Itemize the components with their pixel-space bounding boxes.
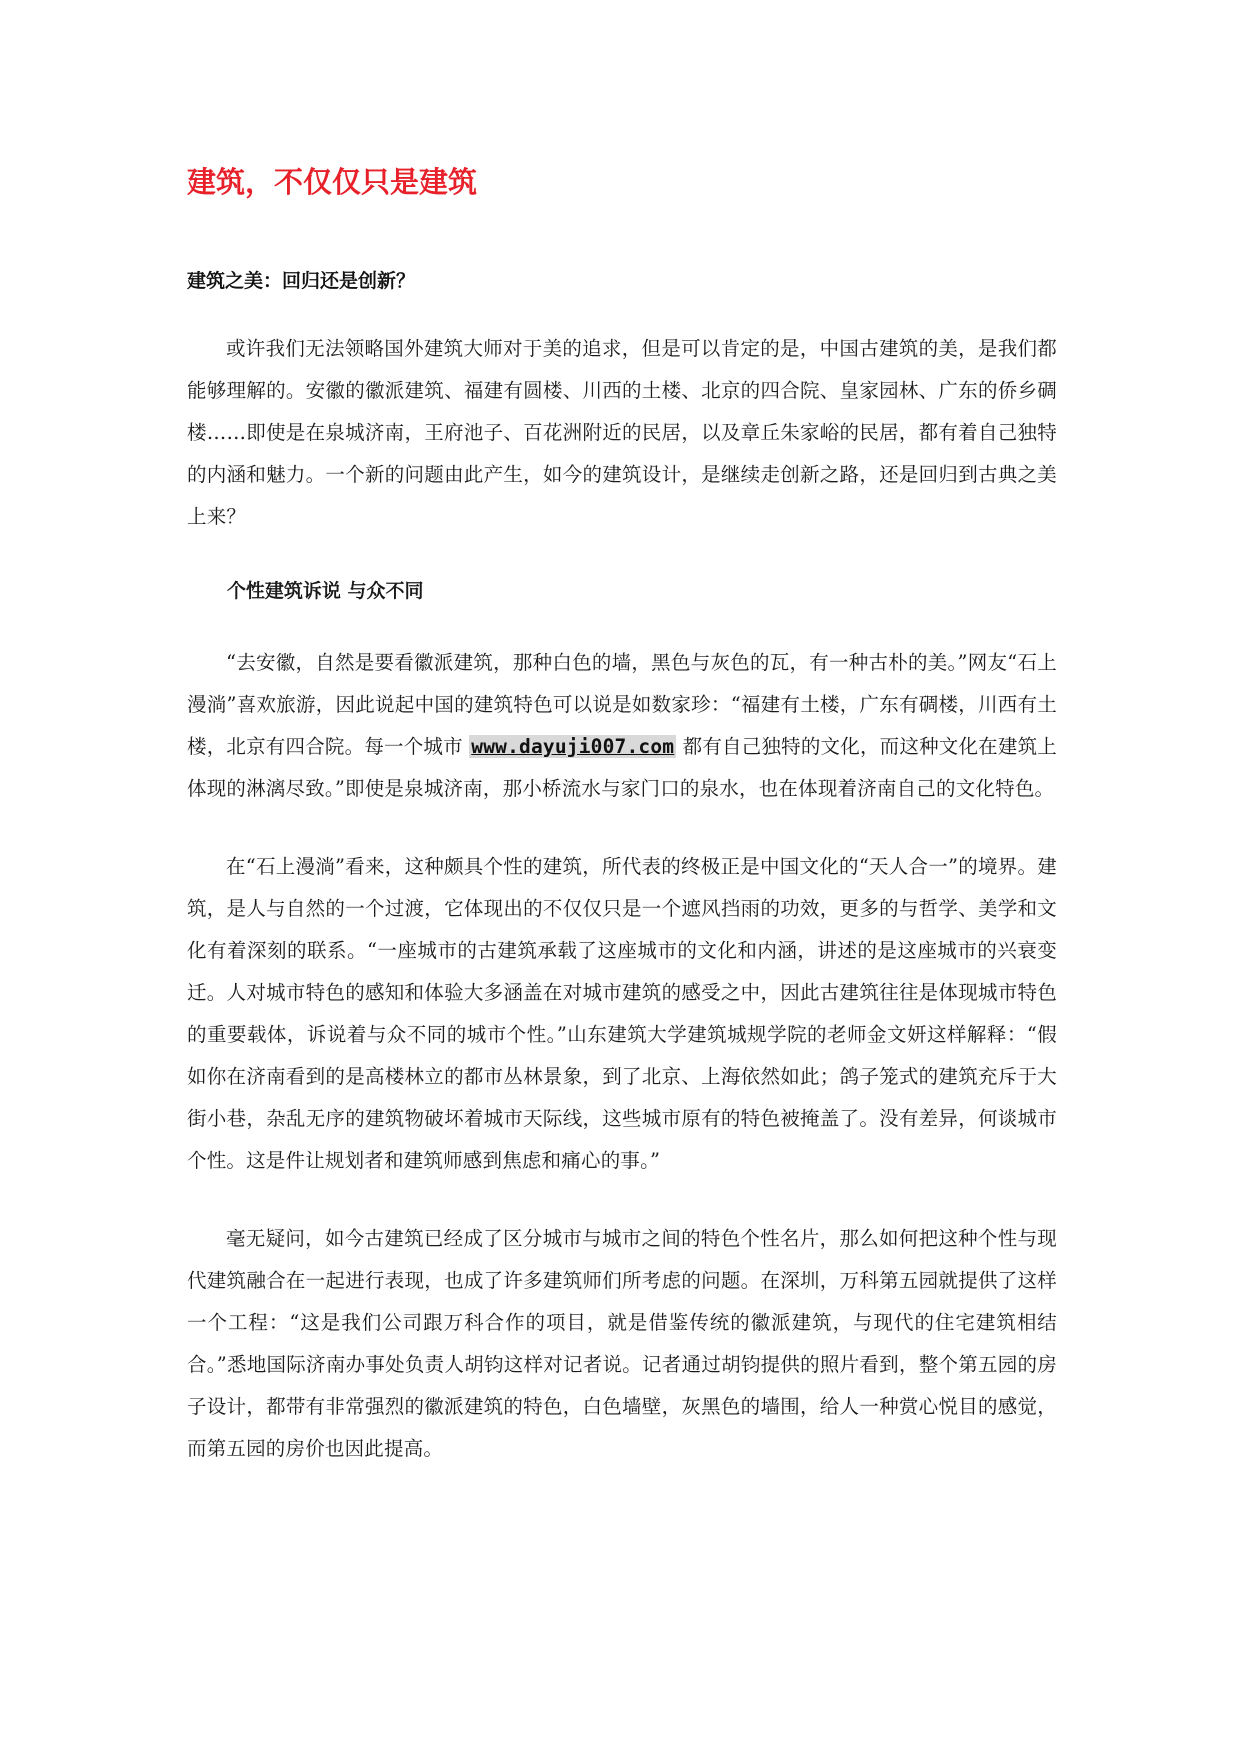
paragraph-quote-start: “去安徽，自然是要看徽派建筑，那种白色的墙，黑色与灰色的瓦，有一种古朴的美。”网友“石上漫淌”喜欢旅游，因此说起中国的建筑特色可以说是如数家珍：“福建有土楼，广东有碉楼，川西有土楼，北京有四合院。每一个城市 [187, 651, 1057, 758]
article-subtitle: 建筑之美：回归还是创新？ [187, 270, 416, 292]
paragraph-quote-end: 都有自己独特的文化，而这种文化在建筑上体现的淋漓尽致。”即使是泉城济南，那小桥流水与家门口的泉水，也在体现着济南自己的文化特色。 [187, 735, 1057, 800]
document-page [187, 160, 1057, 1506]
article-title: 建筑，不仅仅只是建筑 [187, 165, 478, 199]
paragraph-conclusion: 毫无疑问，如今古建筑已经成了区分城市与城市之间的特色个性名片，那么如何把这种个性与现代建筑融合在一起进行表现，也成了许多建筑师们所考虑的问题。在深圳，万科第五园就提供了这样一个工程：“这是我们公司跟万科合作的项目，就是借鉴传统的徽派建筑，与现代的住宅建筑相结合。”悉地国际济南办事处负责人胡钧这样对记者说。记者通过胡钧提供的照片看到，整个第五园的房子设计，都带有非常强烈的徽派建筑的特色，白色墙壁，灰黑色的墙围，给人一种赏心悦目的感觉，而第五园的房价也因此提高。 [187, 1227, 1057, 1460]
paragraph-quote [187, 642, 1057, 810]
section-heading: 个性建筑诉说 与众不同 [226, 580, 424, 602]
paragraph-analysis: 在“石上漫淌”看来，这种颇具个性的建筑，所代表的终极正是中国文化的“天人合一”的境界。建筑，是人与自然的一个过渡，它体现出的不仅仅只是一个遮风挡雨的功效，更多的与哲学、美学和文化有着深刻的联系。“一座城市的古建筑承载了这座城市的文化和内涵，讲述的是这座城市的兴衰变迁。人对城市特色的感知和体验大多涵盖在对城市建筑的感受之中，因此古建筑往往是体现城市特色的重要载体，诉说着与众不同的城市个性。”山东建筑大学建筑城规学院的老师金文妍这样解释：“假如你在济南看到的是高楼林立的都市丛林景象，到了北京、上海依然如此；鸽子笼式的建筑充斥于大街小巷，杂乱无序的建筑物破坏着城市天际线，这些城市原有的特色被掩盖了。没有差异，何谈城市个性。这是件让规划者和建筑师感到焦虑和痛心的事。” [187, 855, 1057, 1172]
website-link[interactable]: www.dayuji007.com [471, 735, 675, 758]
intro-paragraph: 或许我们无法领略国外建筑大师对于美的追求，但是可以肯定的是，中国古建筑的美，是我们都能够理解的。安徽的徽派建筑、福建有圆楼、川西的土楼、北京的四合院、皇家园林、广东的侨乡碉楼……即使是在泉城济南，王府池子、百花洲附近的民居，以及章丘朱家峪的民居，都有着自己独特的内涵和魅力。一个新的问题由此产生，如今的建筑设计，是继续走创新之路，还是回归到古典之美上来？ [187, 337, 1057, 528]
